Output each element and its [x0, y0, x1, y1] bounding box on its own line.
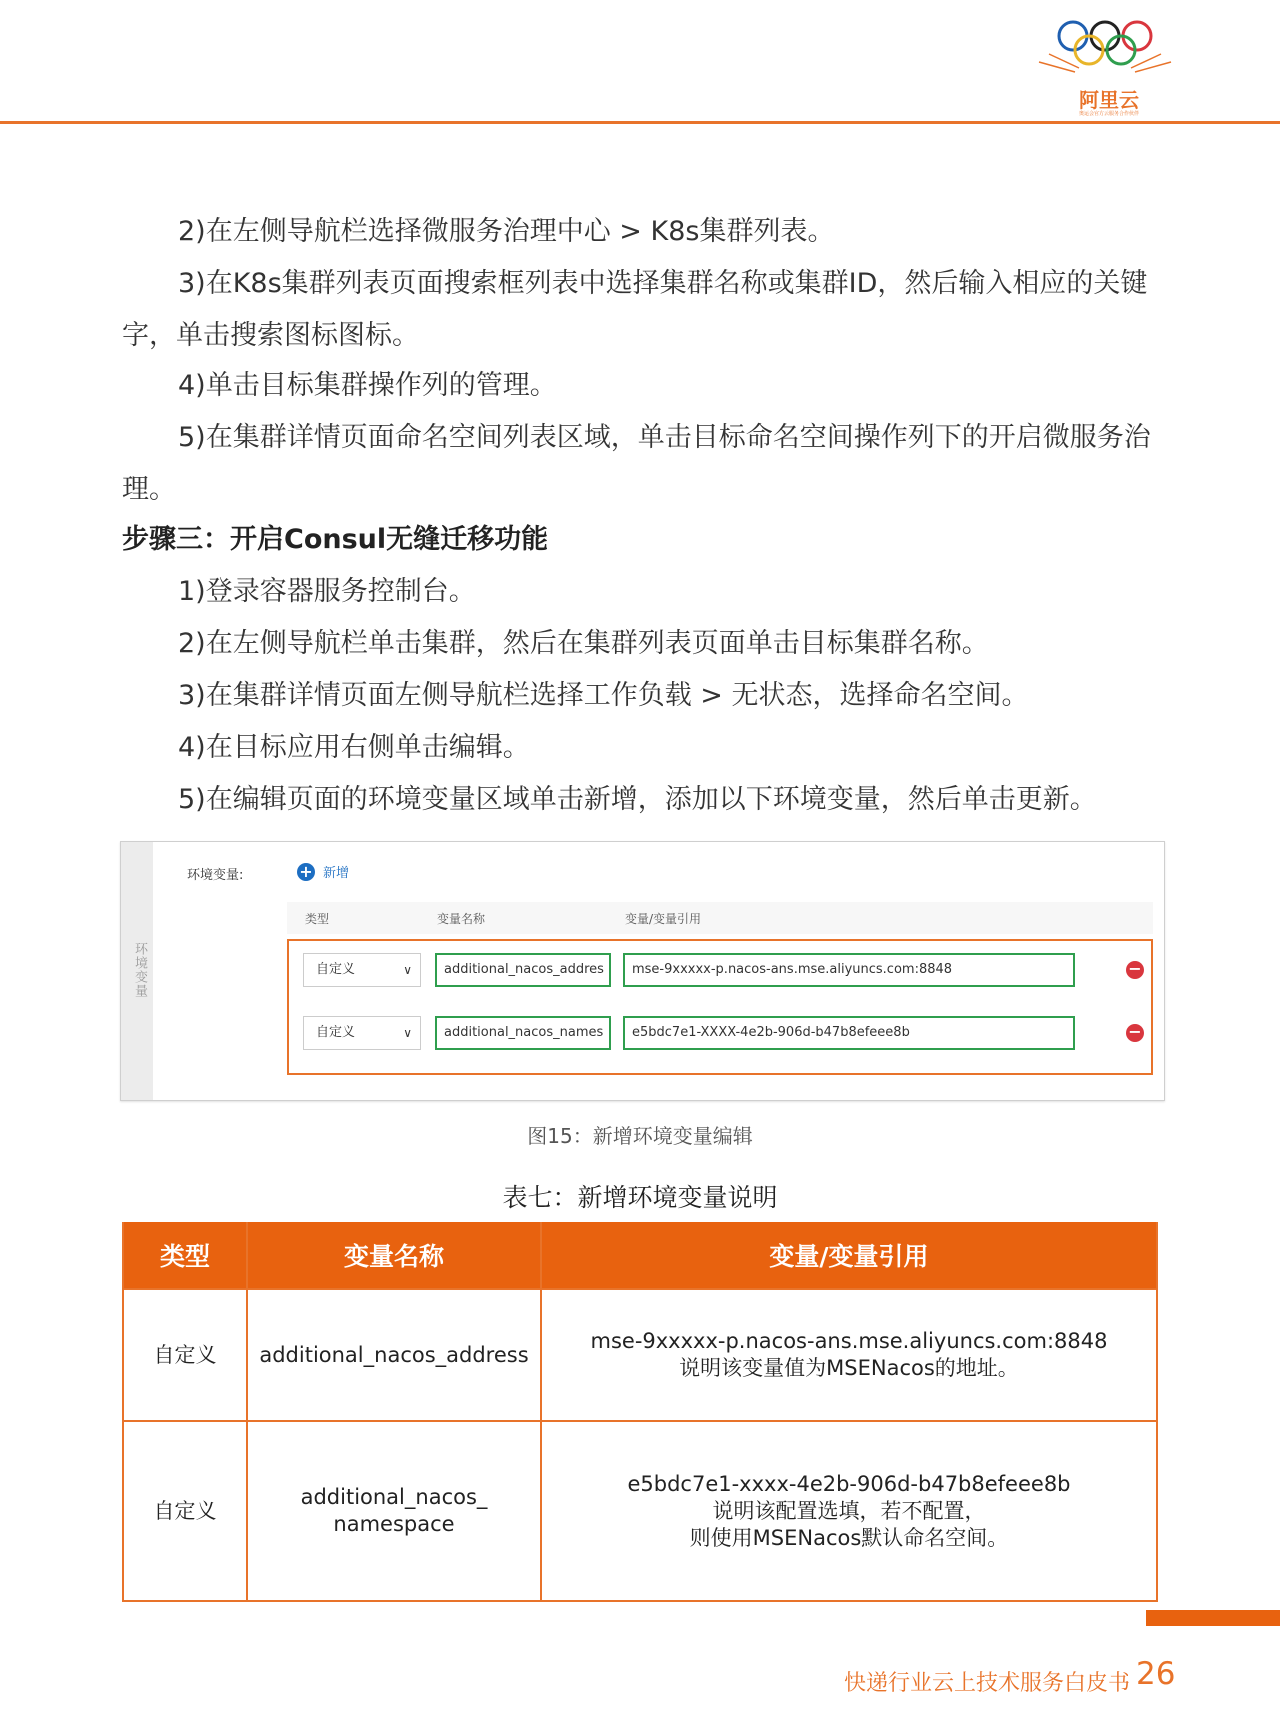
table-header-value: 变量/变量引用	[541, 1222, 1157, 1289]
plus-circle-icon: +	[297, 863, 315, 881]
cell-type: 自定义	[123, 1421, 247, 1601]
var-value-input[interactable]: mse-9xxxxx-p.nacos-ans.mse.aliyuncs.com:8848	[623, 953, 1075, 987]
brand-text: 阿里云	[1079, 88, 1139, 112]
table-row	[123, 1289, 1157, 1421]
brand-sub: 奥运会官方云服务合作伙伴	[1078, 111, 1139, 117]
cell-line: namespace	[333, 1512, 455, 1536]
footer-accent-bar	[1146, 1610, 1280, 1626]
step-item: 3)在集群详情页面左侧导航栏选择工作负载 > 无状态，选择命名空间。	[178, 680, 1029, 711]
figure-col-name: 变量名称	[437, 912, 486, 926]
step-item: 5)在编辑页面的环境变量区域单击新增，添加以下环境变量，然后单击更新。	[178, 784, 1097, 815]
var-value-input[interactable]: e5bdc7e1-XXXX-4e2b-906d-b47b8efeee8b	[623, 1016, 1075, 1050]
step-item: 1)登录容器服务控制台。	[178, 576, 476, 607]
table-header-name: 变量名称	[247, 1222, 541, 1289]
table-title: 表七：新增环境变量说明	[502, 1183, 778, 1212]
type-select-value: 自定义	[316, 1025, 356, 1040]
table-header-type: 类型	[123, 1222, 247, 1289]
table-header-row	[123, 1222, 1157, 1289]
figure-col-type: 类型	[305, 912, 330, 926]
type-select-value: 自定义	[316, 962, 356, 977]
cell-desc	[541, 1421, 1157, 1601]
step-item: 4)在目标应用右侧单击编辑。	[178, 732, 530, 763]
var-name-input[interactable]: additional_nacos_addres	[435, 953, 611, 987]
paragraph: 4)单击目标集群操作列的管理。	[178, 370, 557, 401]
cell-line: additional_nacos_	[300, 1485, 488, 1509]
cell-line: 说明该配置选填，若不配置，	[712, 1498, 986, 1523]
step-item: 2)在左侧导航栏单击集群，然后在集群列表页面单击目标集群名称。	[178, 628, 989, 659]
page-number: 26	[1136, 1656, 1176, 1692]
env-var-table	[122, 1222, 1158, 1602]
figure-header-row	[287, 902, 1153, 934]
step-title: 步骤三：开启Consul无缝迁移功能	[122, 524, 549, 555]
footer-title: 快递行业云上技术服务白皮书	[844, 1671, 1131, 1696]
env-var-screenshot	[120, 841, 1165, 1101]
env-var-label: 环境变量:	[187, 868, 244, 883]
figure-col-value: 变量/变量引用	[625, 912, 702, 926]
paragraph: 3)在K8s集群列表页面搜索框列表中选择集群名称或集群ID，然后输入相应的关键字，单击搜索图标图标。	[122, 268, 1148, 351]
remove-circle-icon[interactable]: −	[1126, 1024, 1144, 1042]
type-select[interactable]	[303, 953, 421, 987]
figure-caption: 图15：新增环境变量编辑	[527, 1124, 753, 1148]
figure-side-label: 环境变量	[132, 942, 147, 998]
paragraph: 2)在左侧导航栏选择微服务治理中心 > K8s集群列表。	[178, 216, 835, 247]
cell-name	[247, 1421, 541, 1601]
header-divider	[0, 121, 1280, 124]
olympic-rings-icon	[1035, 14, 1175, 84]
cell-line: mse-9xxxxx-p.nacos-ans.mse.aliyuncs.com:8848	[590, 1329, 1108, 1353]
chevron-down-icon: ∨	[403, 963, 412, 977]
cell-line: 则使用MSENacos默认命名空间。	[689, 1525, 1009, 1550]
cell-desc	[541, 1289, 1157, 1421]
add-env-var-button[interactable]	[297, 862, 349, 881]
cell-type: 自定义	[123, 1289, 247, 1421]
cell-line: additional_nacos_address	[259, 1342, 529, 1367]
var-name-input[interactable]: additional_nacos_names	[435, 1016, 611, 1050]
cell-line: 说明该变量值为MSENacos的地址。	[679, 1356, 1019, 1380]
cell-name	[247, 1289, 541, 1421]
paragraph: 5)在集群详情页面命名空间列表区域，单击目标命名空间操作列下的开启微服务治理。	[122, 422, 1151, 505]
remove-circle-icon[interactable]: −	[1126, 961, 1144, 979]
figure-sidebar	[121, 842, 153, 1100]
chevron-down-icon: ∨	[403, 1026, 412, 1040]
type-select[interactable]	[303, 1016, 421, 1050]
cell-line: e5bdc7e1-xxxx-4e2b-906d-b47b8efeee8b	[627, 1471, 1071, 1496]
aliyun-olympic-logo	[1035, 14, 1175, 124]
add-label: 新增	[323, 866, 350, 881]
table-row	[123, 1421, 1157, 1601]
